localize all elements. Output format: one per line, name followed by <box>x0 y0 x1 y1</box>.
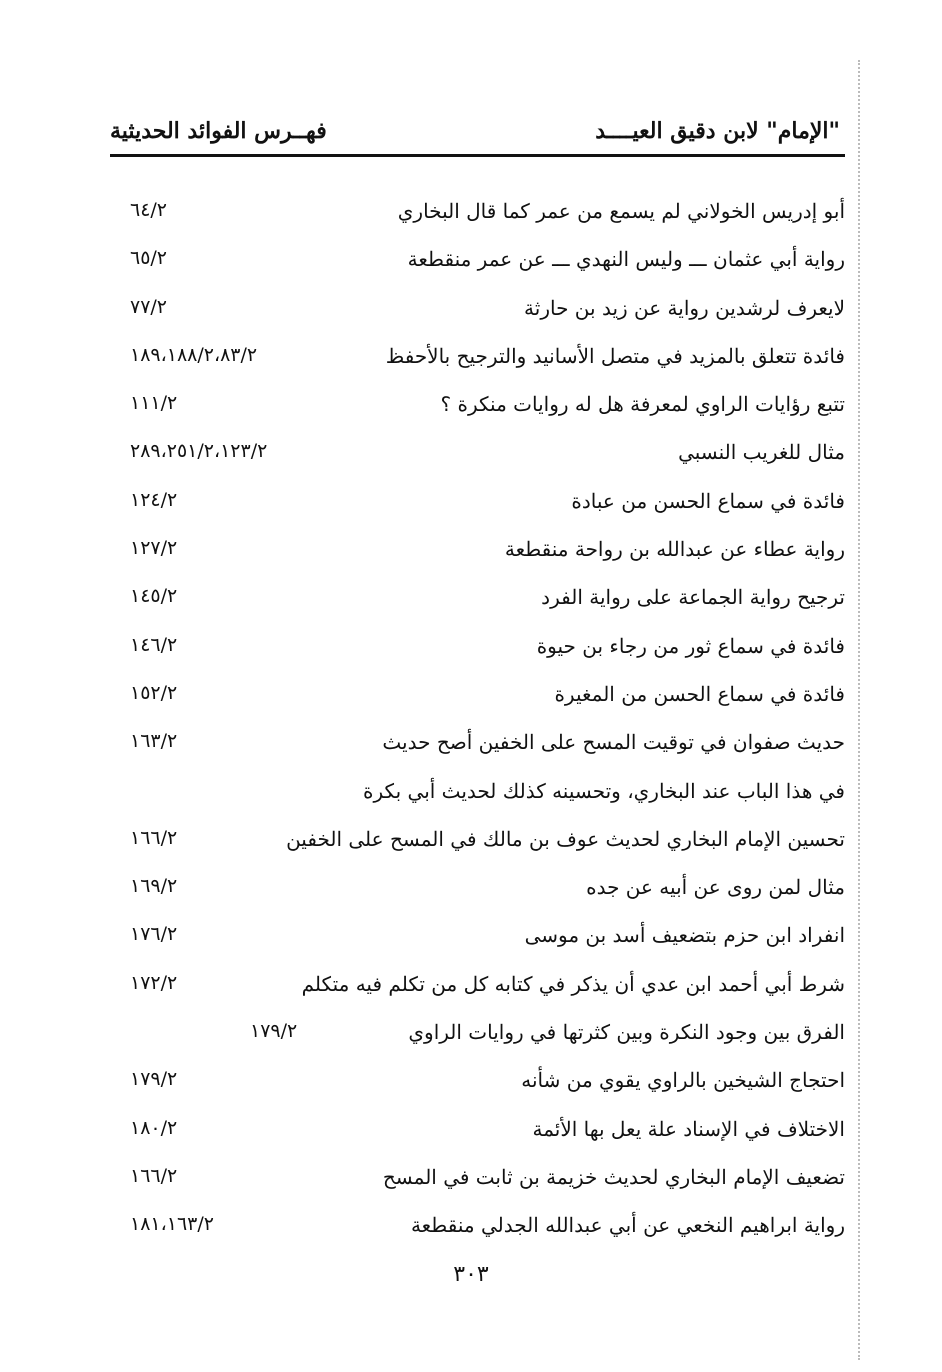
entry-text: شرط أبي أحمد ابن عدي أن يذكر في كتابه كل من تكلم فيه متكلم <box>301 971 845 996</box>
entry-reference: ١٨١،١٦٣/٢ <box>130 1213 214 1236</box>
entry-reference: ٦٥/٢ <box>130 247 168 270</box>
entry-text: تضعيف الإمام البخاري لحديث خزيمة بن ثابت في المسح <box>382 1164 845 1189</box>
entry-text: الاختلاف في الإسناد علة يعل بها الأئمة <box>532 1116 845 1141</box>
entry-text: تتبع رؤايات الراوي لمعرفة هل له روايات منكرة ؟ <box>440 392 845 417</box>
header-divider <box>110 154 845 157</box>
entry-reference: ٧٧/٢ <box>130 295 168 318</box>
entry-text: احتجاج الشيخين بالراوي يقوي من شأنه <box>521 1068 845 1093</box>
entry-reference: ١٧٩/٢ <box>250 1020 298 1043</box>
index-entry <box>110 436 845 484</box>
entry-reference: ١٨٩،١٨٨/٢،٨٣/٢ <box>130 343 258 366</box>
entry-text: في هذا الباب عند البخاري، وتحسينه كذلك لحديث أبي بكرة <box>363 778 845 803</box>
index-entry <box>110 292 845 340</box>
index-entry <box>110 1209 845 1257</box>
index-entry <box>110 968 845 1016</box>
index-entry <box>110 871 845 919</box>
entry-reference: ١٢٧/٢ <box>130 537 178 560</box>
entry-text: رواية أبي عثمان ـــ وليس النهدي ـــ عن عمر منقطعة <box>407 247 845 272</box>
index-entry <box>110 485 845 533</box>
entry-text: رواية عطاء عن عبدالله بن رواحة منقطعة <box>504 537 845 562</box>
entry-text: أبو إدريس الخولاني لم يسمع من عمر كما قال البخاري <box>397 199 845 223</box>
entry-reference: ١٧٩/٢ <box>130 1068 178 1091</box>
entry-text: لايعرف لرشدين رواية عن زيد بن حارثة <box>524 295 845 320</box>
index-entry <box>110 726 845 774</box>
index-entry <box>110 823 845 871</box>
index-entry <box>110 533 845 581</box>
entry-reference: ١٤٥/٢ <box>130 585 178 608</box>
index-entry <box>110 678 845 726</box>
index-entry <box>110 1161 845 1209</box>
entry-reference: ١٦٩/٢ <box>130 875 178 898</box>
entry-text: انفراد ابن حزم بتضعيف أسد بن موسى <box>524 923 845 948</box>
entry-text: حديث صفوان في توقيت المسح على الخفين أصح حديث <box>382 730 845 755</box>
entry-text: ترجيح رواية الجماعة على رواية الفرد <box>541 585 845 610</box>
entry-text: مثال لمن روى عن أبيه عن جده <box>586 875 845 900</box>
index-entry <box>110 1016 845 1064</box>
index-entry <box>110 340 845 388</box>
index-entry <box>110 243 845 291</box>
entry-reference: ١٦٣/٢ <box>130 730 178 753</box>
index-entry <box>110 630 845 678</box>
index-entry <box>110 195 845 243</box>
entry-text: تحسين الإمام البخاري لحديث عوف بن مالك في المسح على الخفين <box>286 826 845 851</box>
entry-reference: ١٦٦/٢ <box>130 826 178 849</box>
index-entry <box>110 1064 845 1112</box>
book-title: "الإمام" لابن دقيق العيــــد <box>595 118 840 144</box>
entry-text: فائدة في سماع ثور من رجاء بن حيوة <box>536 633 845 658</box>
entry-reference: ١٨٠/٢ <box>130 1116 178 1139</box>
entry-reference: ١٧٦/٢ <box>130 923 178 946</box>
index-entry <box>110 1113 845 1161</box>
entry-reference: ١١١/٢ <box>130 392 178 415</box>
entry-text: فائدة في سماع الحسن من المغيرة <box>554 681 845 706</box>
index-list <box>110 195 845 1258</box>
page-header <box>110 118 840 158</box>
entry-reference: ١٦٦/٢ <box>130 1164 178 1187</box>
index-entry <box>110 581 845 629</box>
index-entry <box>110 775 845 823</box>
entry-text: مثال للغريب النسبي <box>678 440 845 465</box>
section-title: فهــرس الفوائد الحديثية <box>110 118 327 144</box>
entry-reference: ١٧٢/٢ <box>130 971 178 994</box>
entry-reference: ١٥٢/٢ <box>130 681 178 704</box>
entry-reference: ١٢٤/٢ <box>130 488 178 511</box>
entry-reference: ٢٨٩،٢٥١/٢،١٢٣/٢ <box>130 440 268 463</box>
entry-text: فائدة تتعلق بالمزيد في متصل الأسانيد والترجيح بالأحفظ <box>385 343 845 368</box>
index-entry <box>110 388 845 436</box>
entry-text: الفرق بين وجود النكرة وبين كثرتها في روايات الراوي <box>408 1020 845 1045</box>
entry-reference: ١٤٦/٢ <box>130 633 178 656</box>
page-number: ٣٠٣ <box>453 1262 489 1287</box>
entry-reference: ٦٤/٢ <box>130 199 168 221</box>
entry-text: فائدة في سماع الحسن من عبادة <box>571 488 845 513</box>
index-entry <box>110 919 845 967</box>
margin-dotted-line <box>858 60 860 1360</box>
entry-text: رواية ابراهيم النخعي عن أبي عبدالله الجدلي منقطعة <box>410 1213 845 1238</box>
